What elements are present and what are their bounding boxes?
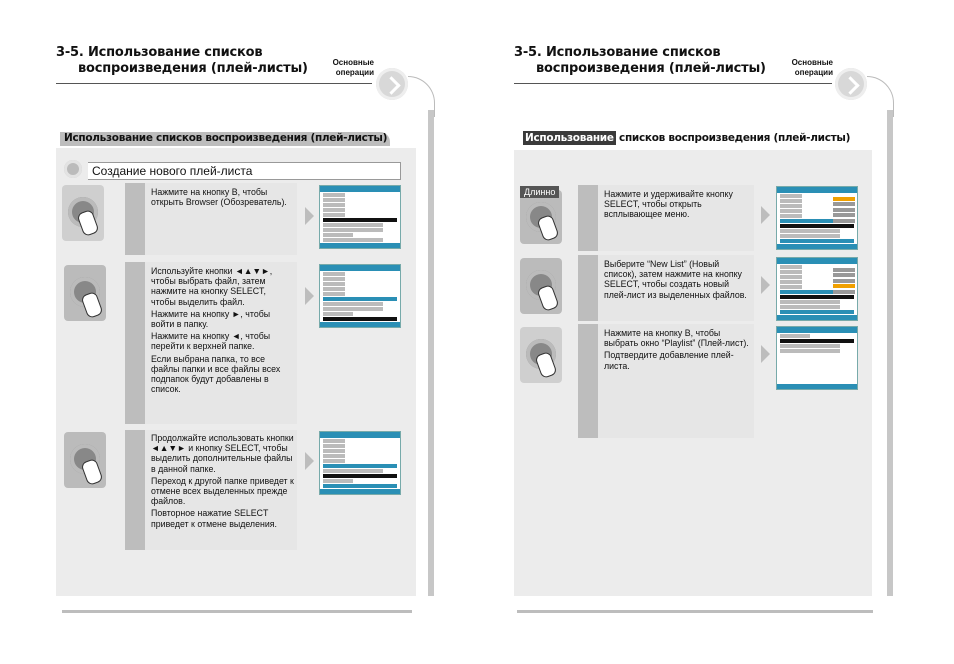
step-arrow-icon [761,206,770,224]
screen-multi-select [319,431,401,495]
chapter-tab [781,58,833,78]
step-1-text: Нажмите на кнопку B, чтобы открыть Browser (Обозреватель). [151,187,287,208]
title-rule [514,83,832,84]
screen-browser-select [319,264,401,328]
device-dpad-image [64,432,106,488]
page-bottom-bar [62,610,412,613]
page-title [56,45,308,77]
device-dpad-image [64,265,106,321]
page-side-bar [428,110,434,596]
step-arrow-icon [305,452,314,470]
device-button-b-image [62,185,104,241]
tab-line-2: операции [794,68,833,77]
section-title: Использование списков воспроизведения (плей-листы) [64,132,388,144]
hand-icon [536,284,559,312]
step-1-text: Нажмите и удерживайте кнопку SELECT, чтобы открыть всплывающее меню. [604,189,733,220]
title-line-1: 3-5. Использование списков [56,45,263,60]
title-line-2: воспроизведения (плей-листы) [536,61,766,76]
device-select-image [520,190,562,244]
page-side-bar [887,110,893,596]
step-3-text: Нажмите на кнопку B, чтобы выбрать окно “Playlist” (Плей-лист). Подтвердите добавление плей-листа. [604,328,749,371]
hand-icon [80,458,103,486]
step-2-text: Выберите “New List” (Новый список), затем нажмите на кнопку SELECT, чтобы создать новый плей-лист из выделенных файлов. [604,259,747,300]
step-arrow-icon [761,345,770,363]
title-line-1: 3-5. Использование списков [514,45,721,60]
hold-label: Длинно [520,186,559,198]
hand-icon [80,291,103,319]
subheading: Создание нового плей-листа [88,162,401,180]
step-3-text: Продолжайте использовать кнопки ◄▲▼► и кнопку SELECT, чтобы выделить дополнительные файлы в данной папке. Переход к другой папке приведет к отмене всех выделенных прежде файлов. Повторное нажатие SELECT приведет к отмене выделения. [151,433,294,529]
device-dpad-image [520,258,562,314]
title-rule [56,83,372,84]
screen-popup-menu [776,186,858,250]
next-arrow-icon[interactable] [376,68,408,100]
chapter-tab [322,58,374,78]
screen-browser [319,185,401,249]
page-bottom-bar [517,610,873,613]
hand-icon [536,214,559,242]
tab-line-1: Основные [332,58,374,67]
title-line-2: воспроизведения (плей-листы) [78,61,308,76]
step-2-text: Используйте кнопки ◄▲▼►, чтобы выбрать файл, затем нажмите на кнопку SELECT, чтобы выделить файл. Нажмите на кнопку ►, чтобы войти в папку. Нажмите на кнопку ◄, чтобы перейти к верхней папке. Если выбрана папка, то все файлы папки и все файлы всех подпапок будут добавлены в список. [151,266,281,395]
step-marker [578,324,598,438]
step-marker [125,430,145,550]
screen-new-list [776,257,858,321]
next-arrow-icon[interactable] [835,68,867,100]
step-arrow-icon [305,287,314,305]
tab-line-1: Основные [791,58,833,67]
step-arrow-icon [305,207,314,225]
step-arrow-icon [761,276,770,294]
step-marker [578,185,598,251]
bullet-icon [64,160,82,178]
page-title [514,45,766,77]
device-button-b-image [520,327,562,383]
screen-playlist [776,326,858,390]
tab-line-2: операции [335,68,374,77]
step-marker [125,183,145,255]
section-title: Использование списков воспроизведения (плей-листы) [525,132,851,144]
right-page [477,0,954,664]
step-marker [125,262,145,424]
step-marker [578,255,598,321]
